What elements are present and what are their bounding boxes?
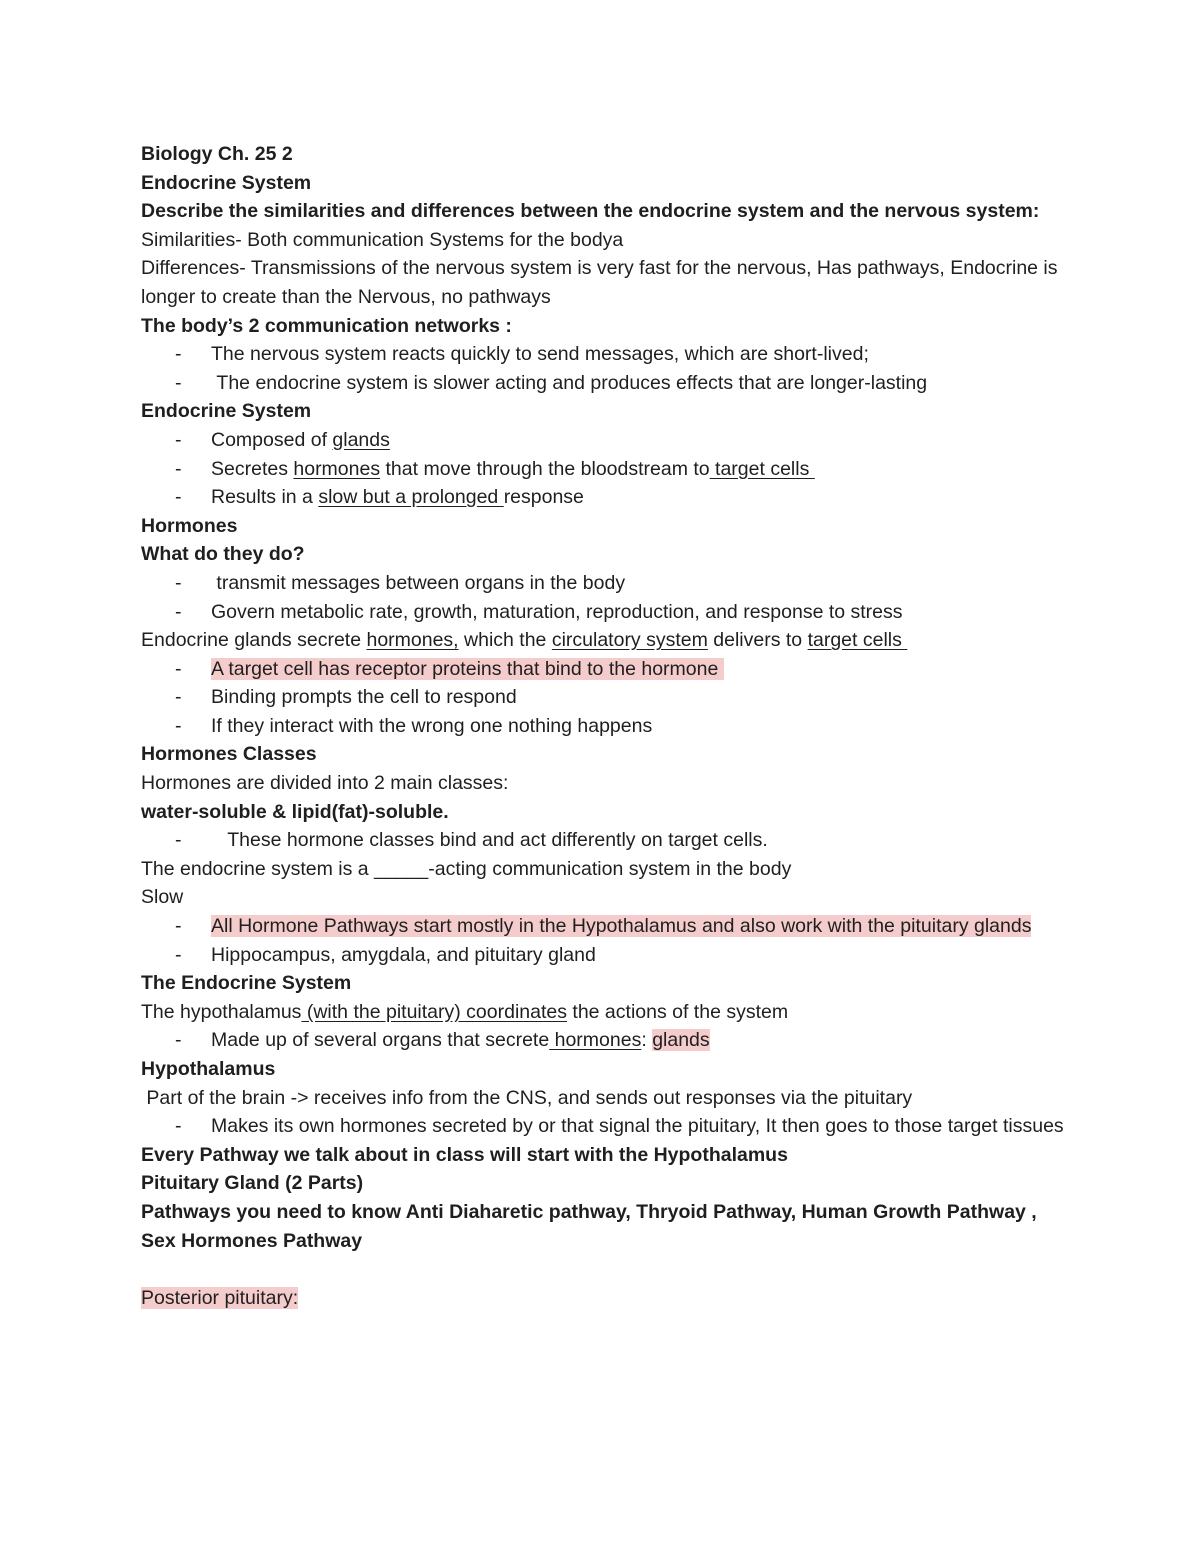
list-item: - The endocrine system is slower acting and produces effects that are longer-lasting xyxy=(141,369,1071,398)
bullet-dash: - xyxy=(175,343,182,366)
underlined-term: glands xyxy=(332,428,390,451)
underlined-term: hormones, xyxy=(366,629,459,652)
hypothalamus-line: The hypothalamus (with the pituitary) coordinates the actions of the system xyxy=(141,1000,789,1023)
list-item: - If they interact with the wrong one nothing happens xyxy=(141,712,1071,741)
differences-text: Differences- Transmissions of the nervous system is very fast for the nervous, Has pathways, Endocrine is longer to create than the Nervous, no pathways xyxy=(141,257,1063,308)
list-item: - Govern metabolic rate, growth, maturation, reproduction, and response to stress xyxy=(141,598,1071,627)
similarities-text: Similarities- Both communication Systems for the bodya xyxy=(141,228,624,251)
classes-heading: Hormones Classes xyxy=(141,743,317,766)
networks-heading: The body’s 2 communication networks : xyxy=(141,314,512,337)
list-item: - Makes its own hormones secreted by or that signal the pituitary, It then goes to those target tissues xyxy=(141,1112,1071,1141)
list-item: - Results in a slow but a prolonged response xyxy=(141,483,1071,512)
endocrine-heading: Endocrine System xyxy=(141,400,312,423)
bullet-dash: - xyxy=(175,600,182,623)
hypothalamus-text: Part of the brain -> receives info from the CNS, and sends out responses via the pituitary xyxy=(141,1086,913,1109)
list-item: - Secretes hormones that move through the bloodstream to target cells xyxy=(141,455,1071,484)
bullet-dash: - xyxy=(175,657,182,680)
blank-line xyxy=(141,1255,1071,1284)
pathways-list: Pathways you need to know Anti Diaharetic pathway, Thryoid Pathway, Human Growth Pathway , Sex Hormones Pathway xyxy=(141,1200,1043,1252)
list-item: - These hormone classes bind and act differently on target cells. xyxy=(141,826,1071,855)
bullet-dash: - xyxy=(175,1115,182,1138)
pathway-statement: Every Pathway we talk about in class will start with the Hypothalamus xyxy=(141,1143,788,1166)
blank-question: The endocrine system is a _____-acting communication system in the body xyxy=(141,857,792,880)
list-item: - transmit messages between organs in the body xyxy=(141,569,1071,598)
list-item: - The nervous system reacts quickly to send messages, which are short-lived; xyxy=(141,340,1071,369)
endocrine-system-heading: The Endocrine System xyxy=(141,972,352,995)
question-heading: Describe the similarities and differences between the endocrine system and the nervous system: xyxy=(141,200,1040,223)
highlighted-text: glands xyxy=(652,1029,710,1052)
doc-title: Biology Ch. 25 2 xyxy=(141,143,293,165)
bullet-dash: - xyxy=(175,943,182,966)
highlighted-text: All Hormone Pathways start mostly in the Hypothalamus and also work with the pituitary glands xyxy=(211,915,1032,938)
underlined-term: target cells xyxy=(807,629,908,652)
bullet-dash: - xyxy=(175,829,182,852)
glands-line: Endocrine glands secrete hormones, which the circulatory system delivers to target cells xyxy=(141,629,908,652)
bullet-dash: - xyxy=(175,371,182,394)
highlighted-text: A target cell has receptor proteins that bind to the hormone xyxy=(211,657,724,680)
underlined-term: (with the pituitary) coordinates xyxy=(301,1000,567,1023)
answer-text: Slow xyxy=(141,886,184,909)
underlined-term: hormones xyxy=(549,1029,642,1052)
underlined-term: slow but a prolonged xyxy=(318,486,504,509)
bullet-dash: - xyxy=(175,1029,182,1052)
bullet-dash: - xyxy=(175,457,182,480)
hormones-heading: Hormones xyxy=(141,514,238,537)
underlined-term: target cells xyxy=(709,457,815,480)
list-item: - Composed of glands xyxy=(141,426,1071,455)
list-item xyxy=(141,655,1071,684)
doc-subtitle: Endocrine System xyxy=(141,171,312,194)
bullet-dash: - xyxy=(175,686,182,709)
highlighted-text: Posterior pituitary: xyxy=(141,1286,299,1309)
classes-text: Hormones are divided into 2 main classes: xyxy=(141,772,509,795)
underlined-term: circulatory system xyxy=(551,629,708,652)
list-item xyxy=(141,912,1071,941)
bullet-dash: - xyxy=(175,428,182,451)
list-item: - Hippocampus, amygdala, and pituitary gland xyxy=(141,941,1071,970)
bullet-dash: - xyxy=(175,486,182,509)
document-page xyxy=(141,140,1071,1312)
underlined-term: hormones xyxy=(293,457,381,480)
pituitary-heading: Pituitary Gland (2 Parts) xyxy=(141,1172,364,1195)
posterior-heading xyxy=(141,1284,1071,1313)
classes-bold: water-soluble & lipid(fat)-soluble. xyxy=(141,800,449,823)
hormones-question: What do they do? xyxy=(141,543,305,566)
list-item: - Made up of several organs that secrete hormones: glands xyxy=(141,1026,1071,1055)
hypothalamus-heading: Hypothalamus xyxy=(141,1058,276,1080)
bullet-dash: - xyxy=(175,571,182,594)
bullet-dash: - xyxy=(175,915,182,938)
list-item: - Binding prompts the cell to respond xyxy=(141,683,1071,712)
bullet-dash: - xyxy=(175,714,182,737)
